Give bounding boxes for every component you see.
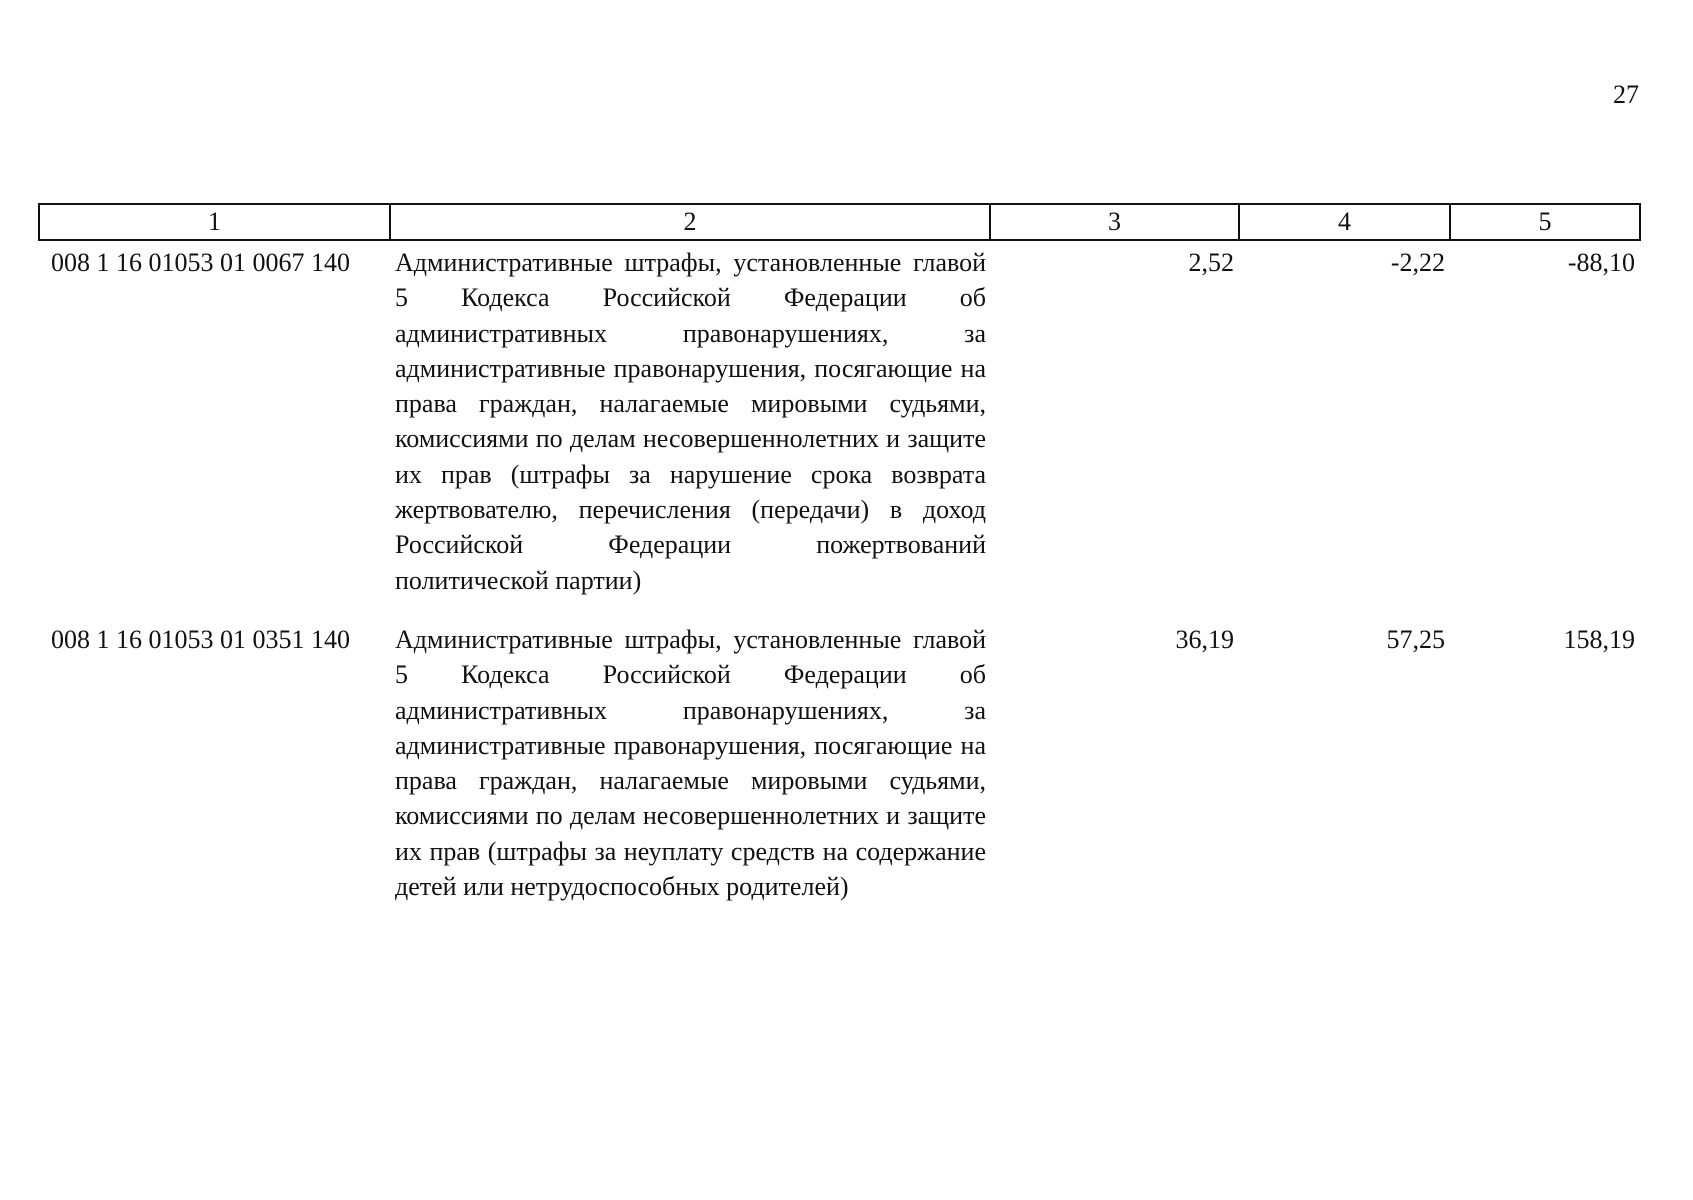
header-row bbox=[39, 204, 1640, 240]
header-col-4: 4 bbox=[1239, 204, 1450, 240]
header-col-3: 3 bbox=[990, 204, 1239, 240]
table-row bbox=[39, 618, 1640, 904]
header-col-1: 1 bbox=[39, 204, 390, 240]
value-col-5: -88,10 bbox=[1567, 248, 1635, 277]
budget-table bbox=[38, 203, 1641, 904]
row-description: Административные штрафы, установленные главой 5 Кодекса Российской Федерации об административных правонарушениях, за административные правонарушения, посягающие на права граждан, налагаемые мировыми судьями, комиссиями по делам несовершеннолетних и защите их прав (штрафы за неуплату средств на содержание детей или нетрудоспособных родителей) bbox=[395, 624, 986, 902]
value-col-3: 2,52 bbox=[1188, 248, 1234, 277]
header-col-2: 2 bbox=[390, 204, 990, 240]
row-description: Административные штрафы, установленные главой 5 Кодекса Российской Федерации об административных правонарушениях, за административные правонарушения, посягающие на права граждан, налагаемые мировыми судьями, комиссиями по делам несовершеннолетних и защите их прав (штрафы за нарушение срока возврата жертвователю, перечисления (передачи) в доход Российской Федерации пожертвований политической партии) bbox=[395, 248, 986, 595]
budget-code: 008 1 16 01053 01 0067 140 bbox=[51, 248, 350, 277]
value-col-4: -2,22 bbox=[1390, 248, 1445, 277]
budget-code: 008 1 16 01053 01 0351 140 bbox=[51, 624, 350, 654]
page-number: 27 bbox=[1613, 80, 1639, 109]
value-col-5: 158,19 bbox=[1563, 624, 1635, 654]
header-col-5: 5 bbox=[1450, 204, 1640, 240]
table-row bbox=[39, 240, 1640, 618]
value-col-3: 36,19 bbox=[1175, 624, 1234, 654]
value-col-4: 57,25 bbox=[1386, 624, 1445, 654]
